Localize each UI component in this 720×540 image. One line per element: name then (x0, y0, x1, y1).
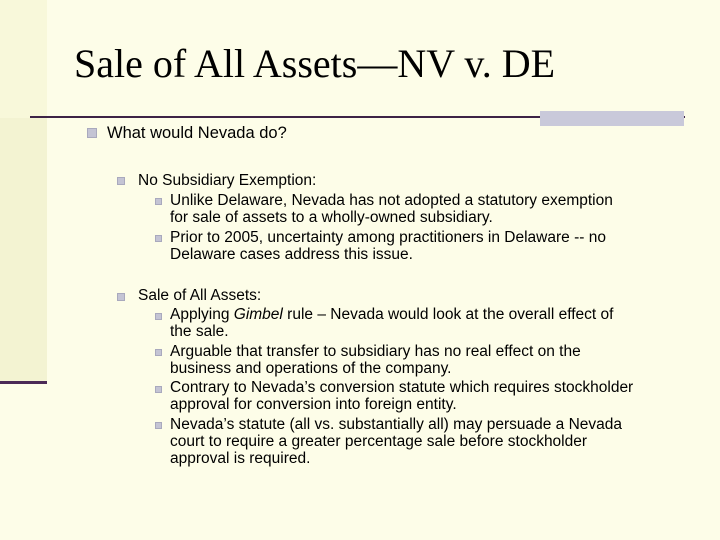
point-line: Delaware cases address this issue. (170, 246, 413, 263)
title-accent-bar (540, 111, 684, 126)
bullet-icon (155, 235, 162, 242)
slide-title: Sale of All Assets—NV v. DE (74, 41, 556, 86)
section-heading: No Subsidiary Exemption: (138, 172, 317, 189)
case-name: Gimbel (233, 306, 283, 323)
bullet-icon (155, 422, 162, 429)
bullet-icon (155, 198, 162, 205)
point-line: approval for conversion into foreign entity. (170, 396, 457, 413)
left-decor-bar-lower (0, 118, 47, 384)
top-item: What would Nevada do? (107, 124, 287, 142)
point-line: business and operations of the company. (170, 360, 452, 377)
bullet-icon (155, 313, 162, 320)
point-text: rule – Nevada would look at the overall effect of (282, 306, 614, 323)
point-line: for sale of assets to a wholly-owned subsidiary. (170, 209, 493, 226)
point-line: Nevada’s statute (all vs. substantially all) may persuade a Nevada (170, 416, 623, 433)
point-line: Unlike Delaware, Nevada has not adopted a statutory exemption (170, 192, 613, 209)
point-line: approval is required. (170, 450, 311, 467)
bullet-icon (117, 177, 125, 185)
point-line: Prior to 2005, uncertainty among practitioners in Delaware -- no (170, 229, 606, 246)
left-decor-line (0, 381, 47, 384)
bullet-icon (155, 386, 162, 393)
bullet-icon (117, 293, 125, 301)
section-heading: Sale of All Assets: (138, 287, 262, 304)
point-line: the sale. (170, 323, 229, 340)
point-line: Arguable that transfer to subsidiary has no real effect on the (170, 343, 581, 360)
bullet-icon (155, 349, 162, 356)
point-line: Contrary to Nevada’s conversion statute which requires stockholder (170, 379, 634, 396)
point-line (170, 306, 613, 324)
point-line: court to require a greater percentage sale before stockholder (170, 433, 588, 450)
bullet-icon (87, 128, 97, 138)
left-decor-bar (0, 0, 47, 118)
point-text: Applying (170, 306, 234, 323)
